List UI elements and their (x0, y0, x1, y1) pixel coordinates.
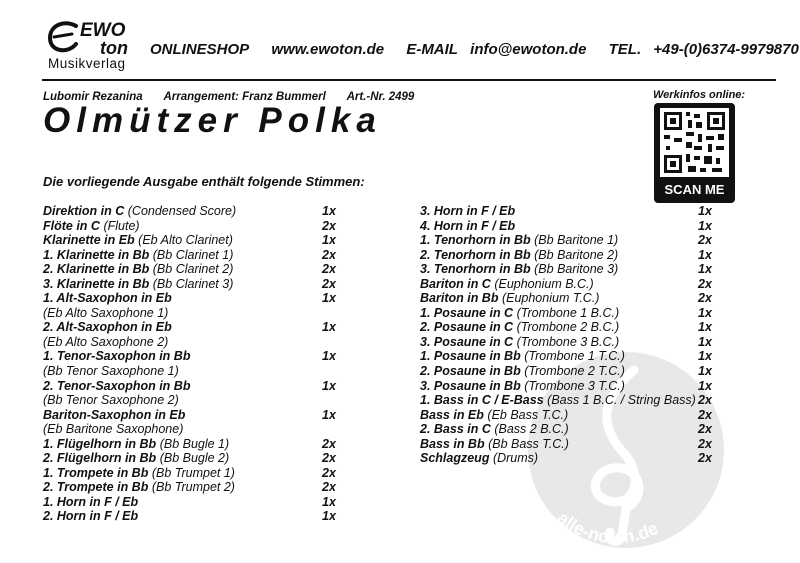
header-divider (42, 79, 776, 81)
part-detail: (Eb Alto Saxophone 1) (43, 305, 169, 320)
part-detail: (Eb Baritone Saxophone) (43, 422, 184, 437)
part-name: 2. Flügelhorn in Bb (43, 451, 157, 466)
part-name: 1. Alt-Saxophon in Eb (43, 291, 172, 306)
part-name: 1. Posaune in C (420, 305, 514, 320)
part-quantity: 1x (698, 305, 712, 320)
parts-list-right (420, 204, 715, 466)
part-detail: (Bb Clarinet 1) (152, 247, 234, 262)
list-item (420, 393, 715, 408)
part-name: 1. Klarinette in Bb (43, 247, 150, 262)
part-quantity: 2x (322, 451, 336, 466)
part-name: 2. Posaune in C (420, 320, 514, 335)
part-quantity: 1x (322, 509, 336, 524)
part-quantity: 1x (322, 349, 336, 364)
list-item (43, 509, 343, 524)
part-name: 3. Horn in F / Eb (420, 204, 516, 218)
list-item (43, 495, 343, 510)
part-detail: (Bb Baritone 2) (534, 247, 619, 262)
part-name: 2. Bass in C (420, 422, 491, 437)
part-quantity: 2x (698, 451, 712, 466)
ewoton-logo (46, 20, 146, 74)
list-item (420, 248, 715, 263)
part-quantity: 2x (322, 218, 336, 233)
part-name: 1. Bass in C / E-Bass (420, 393, 544, 408)
part-detail: (Bb Tenor Saxophone 2) (43, 393, 179, 408)
part-name: 3. Posaune in Bb (420, 378, 521, 393)
part-name: Schlagzeug (420, 451, 490, 466)
list-item (43, 204, 343, 219)
part-detail: (Drums) (492, 451, 539, 466)
list-item (420, 262, 715, 277)
part-quantity: 1x (322, 320, 336, 335)
part-quantity: 2x (698, 436, 712, 451)
qr-code-badge[interactable] (654, 103, 735, 203)
part-quantity: 1x (322, 378, 336, 393)
part-name: 2. Horn in F / Eb (43, 509, 139, 524)
part-name: 2. Tenorhorn in Bb (420, 247, 531, 262)
part-detail: (Trombone 1 B.C.) (516, 305, 620, 320)
qr-code-icon (660, 108, 729, 177)
part-detail: (Flute) (103, 218, 140, 233)
part-detail: (Trombone 1 T.C.) (524, 349, 625, 364)
list-item (43, 349, 343, 364)
part-name: 1. Flügelhorn in Bb (43, 436, 157, 451)
article-number: Art.-Nr. 2499 (346, 91, 415, 103)
part-detail: (Bb Bugle 2) (159, 451, 230, 466)
onlineshop-label: ONLINESHOP (150, 41, 250, 58)
part-name: 3. Klarinette in Bb (43, 276, 150, 291)
contact-header (150, 41, 799, 58)
part-name: Bass in Bb (420, 436, 485, 451)
logo-text-mid: ton (100, 38, 128, 58)
part-name: 3. Tenorhorn in Bb (420, 262, 531, 277)
part-detail: (Eb Bass T.C.) (487, 407, 569, 422)
part-name: Flöte in C (43, 218, 100, 233)
part-quantity: 1x (698, 320, 712, 335)
part-quantity: 1x (322, 494, 336, 509)
part-quantity: 1x (698, 349, 712, 364)
part-quantity: 2x (322, 247, 336, 262)
website-link[interactable]: www.ewoton.de (271, 41, 385, 58)
part-name: 4. Horn in F / Eb (420, 218, 516, 233)
logo-text-bottom: Musikverlag (48, 56, 126, 71)
part-quantity: 2x (322, 276, 336, 291)
part-quantity: 2x (698, 233, 712, 248)
part-quantity: 2x (698, 393, 712, 408)
tel-label: TEL. (608, 41, 642, 58)
watermark-text: alle-noten.de (553, 507, 662, 548)
list-item (420, 291, 715, 306)
part-quantity: 2x (698, 407, 712, 422)
part-detail: (Bb Tenor Saxophone 1) (43, 364, 179, 379)
page-title: Olmützer Polka (43, 101, 382, 140)
list-item (43, 291, 343, 306)
part-detail: (Trombone 2 B.C.) (516, 320, 620, 335)
part-name: 2. Klarinette in Bb (43, 262, 150, 277)
part-name: 2. Tenor-Saxophon in Bb (43, 378, 191, 393)
composer: Lubomir Rezanina (43, 91, 143, 103)
part-quantity: 2x (698, 276, 712, 291)
parts-list-left (43, 204, 343, 524)
part-quantity: 2x (698, 291, 712, 306)
part-name: Bariton-Saxophon in Eb (43, 407, 186, 422)
part-quantity: 1x (698, 378, 712, 393)
part-detail: (Bb Clarinet 3) (152, 276, 234, 291)
part-detail: (Euphonium B.C.) (494, 276, 594, 291)
part-name: 1. Trompete in Bb (43, 465, 149, 480)
tel-number: +49-(0)6374-9979870 (653, 41, 799, 58)
intro-text: Die vorliegende Ausgabe enthält folgende Stimmen: (43, 174, 365, 189)
list-item (420, 408, 715, 423)
list-item (420, 379, 715, 394)
part-name: Bass in Eb (420, 407, 484, 422)
part-quantity: 1x (322, 407, 336, 422)
part-detail: (Trombone 3 B.C.) (516, 334, 620, 349)
list-item (420, 320, 715, 335)
part-detail: (Trombone 2 T.C.) (524, 364, 625, 379)
list-item (420, 277, 715, 292)
list-item (43, 451, 343, 466)
part-quantity: 1x (322, 291, 336, 306)
part-quantity: 2x (322, 480, 336, 495)
logo-text-top: EWO (80, 20, 126, 41)
part-detail: (Trombone 3 T.C.) (524, 378, 625, 393)
part-quantity: 1x (698, 364, 712, 379)
email-label: E-MAIL (406, 41, 458, 58)
part-name: 2. Posaune in Bb (420, 364, 521, 379)
email-link[interactable]: info@ewoton.de (470, 41, 587, 58)
list-item (43, 335, 343, 350)
list-item (43, 408, 343, 423)
part-quantity: 1x (322, 204, 336, 218)
list-item (420, 422, 715, 437)
part-name: Bariton in Bb (420, 291, 499, 306)
part-detail: (Bass 2 B.C.) (494, 422, 569, 437)
list-item (420, 364, 715, 379)
part-name: 1. Horn in F / Eb (43, 494, 139, 509)
list-item (43, 466, 343, 481)
list-item (420, 437, 715, 452)
part-detail: (Eb Alto Clarinet) (138, 233, 233, 248)
part-quantity: 2x (322, 436, 336, 451)
part-detail: (Bb Bugle 1) (159, 436, 230, 451)
part-quantity: 2x (322, 465, 336, 480)
list-item (420, 335, 715, 350)
list-item (43, 480, 343, 495)
part-quantity: 1x (698, 262, 712, 277)
list-item (420, 306, 715, 321)
part-detail: (Bb Trumpet 1) (151, 465, 235, 480)
part-detail: (Bb Clarinet 2) (152, 262, 234, 277)
list-item (43, 277, 343, 292)
werkinfos-label: Werkinfos online: (653, 89, 746, 101)
list-item (43, 437, 343, 452)
list-item (43, 393, 343, 408)
list-item (420, 204, 715, 219)
part-quantity: 2x (698, 422, 712, 437)
scan-me-label: SCAN ME (664, 182, 725, 197)
part-quantity: 1x (322, 233, 336, 248)
list-item (43, 306, 343, 321)
part-detail: (Bb Bass T.C.) (488, 436, 569, 451)
part-name: Klarinette in Eb (43, 233, 135, 248)
part-detail: (Eb Alto Saxophone 2) (43, 334, 169, 349)
part-detail: (Bass 1 B.C. / String Bass) (547, 393, 696, 408)
part-quantity: 1x (698, 334, 712, 349)
list-item (43, 379, 343, 394)
list-item (43, 422, 343, 437)
part-detail: (Bb Baritone 1) (534, 233, 619, 248)
list-item (43, 248, 343, 263)
part-name: 1. Tenorhorn in Bb (420, 233, 531, 248)
list-item (420, 219, 715, 234)
list-item (420, 233, 715, 248)
list-item (43, 219, 343, 234)
list-item (420, 349, 715, 364)
list-item (43, 364, 343, 379)
part-name: Bariton in C (420, 276, 491, 291)
part-name: 1. Tenor-Saxophon in Bb (43, 349, 191, 364)
part-detail: (Condensed Score) (127, 204, 237, 218)
arrangement: Arrangement: Franz Bummerl (163, 91, 326, 103)
part-name: 3. Posaune in C (420, 334, 514, 349)
part-detail: (Euphonium T.C.) (501, 291, 600, 306)
part-quantity: 1x (698, 204, 712, 218)
part-quantity: 1x (698, 218, 712, 233)
part-name: Direktion in C (43, 204, 125, 218)
part-detail: (Bb Baritone 3) (534, 262, 619, 277)
part-name: 2. Alt-Saxophon in Eb (43, 320, 172, 335)
list-item (43, 233, 343, 248)
list-item (43, 320, 343, 335)
part-name: 2. Trompete in Bb (43, 480, 149, 495)
list-item (420, 451, 715, 466)
part-quantity: 1x (698, 247, 712, 262)
list-item (43, 262, 343, 277)
part-detail: (Bb Trumpet 2) (151, 480, 235, 495)
part-name: 1. Posaune in Bb (420, 349, 521, 364)
part-quantity: 2x (322, 262, 336, 277)
